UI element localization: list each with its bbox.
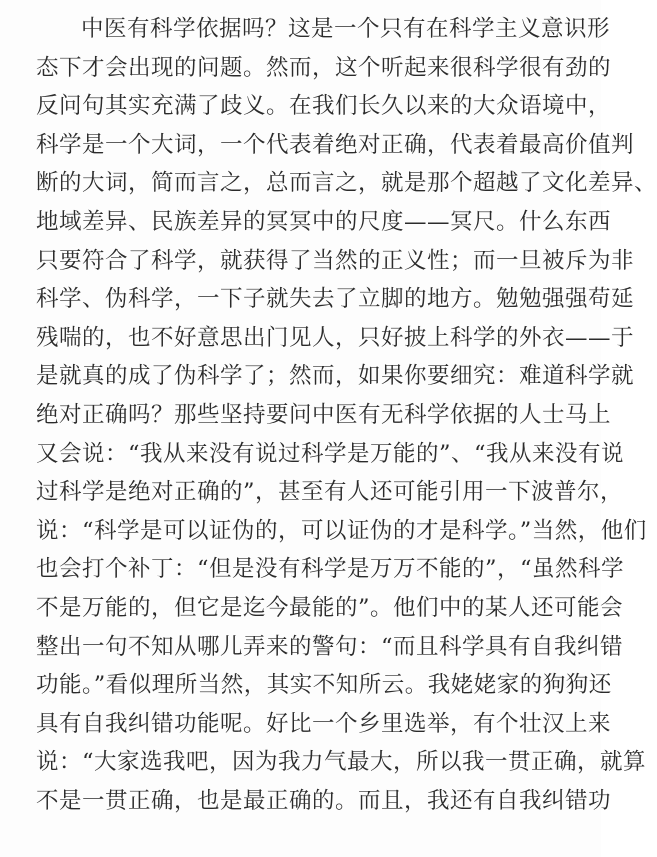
text-line: 具有自我纠错功能呢。好比一个乡里选举，有个壮汉上来 — [36, 710, 612, 737]
text-line: 又会说：“我从来没有说过科学是万能的”、“我从来没有说 — [36, 440, 625, 467]
text-line: 绝对正确吗？那些坚持要问中医有无科学依据的人士马上 — [36, 401, 612, 428]
text-line: 态下才会出现的问题。然而，这个听起来很科学很有劲的 — [36, 54, 612, 81]
text-line: 说：“大家选我吧，因为我力气最大，所以我一贯正确，就算 — [36, 749, 647, 776]
text-line: 不是万能的，但它是迄今最能的”。他们中的某人还可能会 — [36, 594, 624, 621]
text-line: 科学是一个大词，一个代表着绝对正确，代表着最高价值判 — [36, 131, 635, 158]
text-line: 中医有科学依据吗？这是一个只有在科学主义意识形 — [81, 16, 611, 42]
text-line: 整出一句不知从哪儿弄来的警句：“而且科学具有自我纠错 — [36, 633, 624, 660]
text-line: 断的大词，简而言之，总而言之，就是那个超越了文化差异、 — [36, 170, 657, 197]
text-line: 地域差异、民族差异的冥冥中的尺度——冥尺。什么东西 — [36, 208, 612, 235]
text-line: 功能。”看似理所当然，其实不知所云。我姥姥家的狗狗还 — [36, 672, 612, 699]
text-line: 过科学是绝对正确的”，甚至有人还可能引用一下波普尔， — [36, 479, 624, 506]
text-line: 说：“科学是可以证伪的，可以证伪的才是科学。”当然，他们 — [36, 517, 647, 544]
text-line: 只要符合了科学，就获得了当然的正义性；而一旦被斥为非 — [36, 247, 635, 274]
body-paragraph — [36, 10, 657, 820]
text-line: 反问句其实充满了歧义。在我们长久以来的大众语境中， — [36, 93, 612, 120]
text-line: 是就真的成了伪科学了；然而，如果你要细究：难道科学就 — [36, 363, 635, 390]
text-line: 残喘的，也不好意思出门见人，只好披上科学的外衣——于 — [36, 324, 635, 351]
text-line: 科学、伪科学，一下子就失去了立脚的地方。勉勉强强苟延 — [36, 286, 635, 313]
text-line: 也会打个补丁：“但是没有科学是万万不能的”，“虽然科学 — [36, 556, 625, 583]
text-line: 不是一贯正确，也是最正确的。而且，我还有自我纠错功 — [36, 787, 612, 814]
